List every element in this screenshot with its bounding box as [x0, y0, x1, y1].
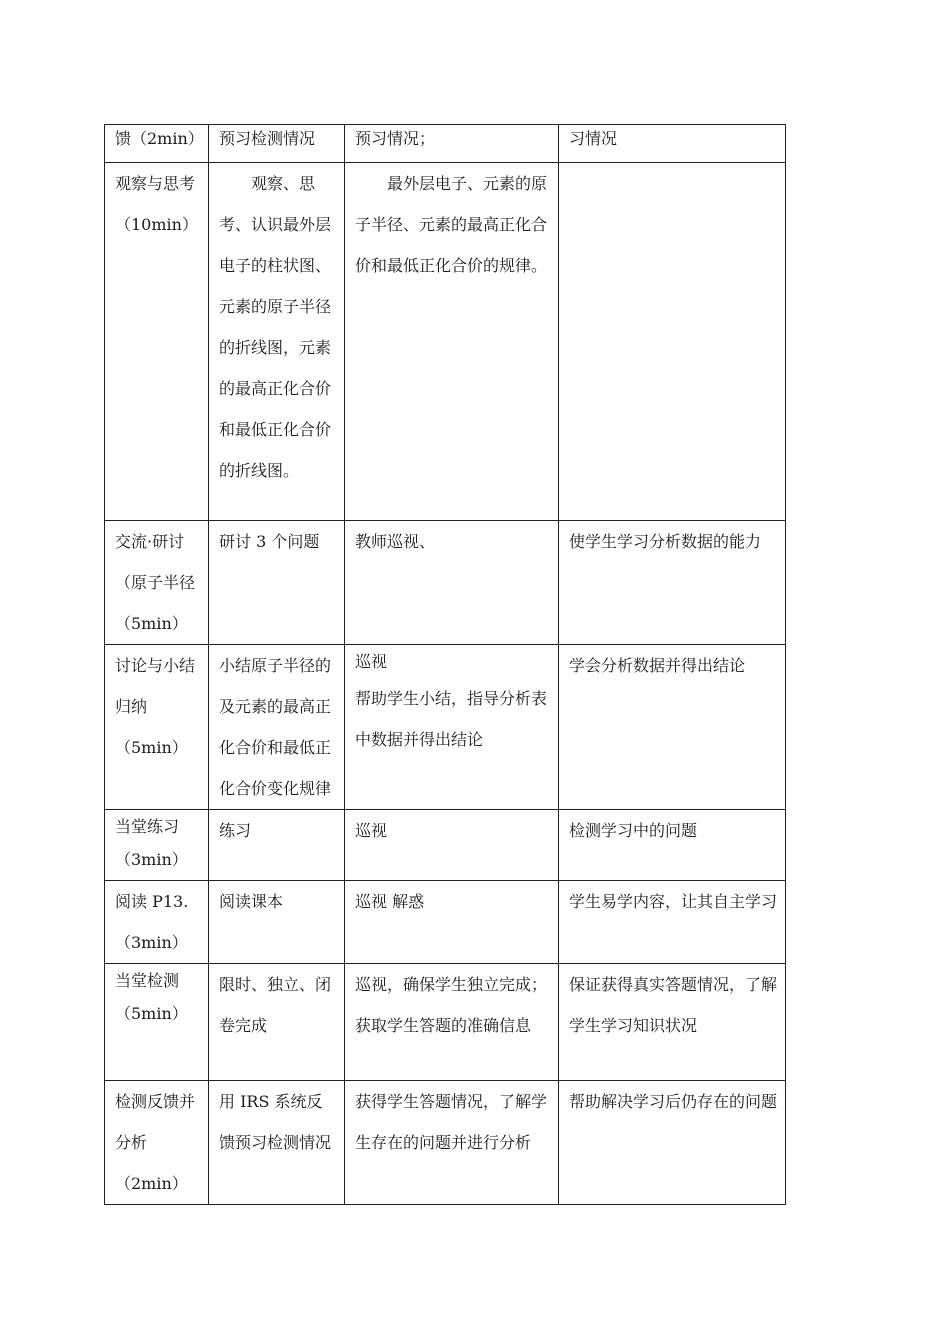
- table-row: [105, 163, 786, 521]
- table-row: [105, 1081, 786, 1205]
- table-row: [105, 645, 786, 810]
- design-intent-cell: 学生易学内容，让其自主学习: [559, 881, 786, 964]
- stage-cell: 阅读 P13. （3min）: [105, 881, 209, 964]
- stage-cell: 观察与思考 （10min）: [105, 163, 209, 521]
- student-activity-cell: 用 IRS 系统反馈预习检测情况: [209, 1081, 345, 1205]
- stage-cell: 馈（2min）: [105, 125, 209, 163]
- student-activity-cell: 限时、独立、闭卷完成: [209, 964, 345, 1081]
- stage-cell: 当堂检测 （5min）: [105, 964, 209, 1081]
- student-activity-cell: 小结原子半径的及元素的最高正化合价和最低正化合价变化规律: [209, 645, 345, 810]
- design-intent-cell: 学会分析数据并得出结论: [559, 645, 786, 810]
- teacher-activity-cell: 巡视 解惑: [345, 881, 559, 964]
- table-row: [105, 810, 786, 881]
- design-intent-cell: 保证获得真实答题情况，了解学生学习知识状况: [559, 964, 786, 1081]
- teacher-activity-cell: 获得学生答题情况，了解学生存在的问题并进行分析: [345, 1081, 559, 1205]
- teacher-activity-cell: 最外层电子、元素的原子半径、元素的最高正化合价和最低正化合价的规律。: [345, 163, 559, 521]
- design-intent-cell: 检测学习中的问题: [559, 810, 786, 881]
- teacher-activity-cell: [345, 645, 559, 810]
- teacher-activity-line: 帮助学生小结，指导分析表中数据并得出结论: [355, 689, 548, 749]
- stage-cell: 当堂练习 （3min）: [105, 810, 209, 881]
- teacher-activity-cell: 巡视，确保学生独立完成；获取学生答题的准确信息: [345, 964, 559, 1081]
- student-activity-cell: 研讨 3 个问题: [209, 521, 345, 645]
- table-row: [105, 964, 786, 1081]
- table-row: [105, 125, 786, 163]
- teacher-activity-cell: 巡视: [345, 810, 559, 881]
- teacher-activity-cell: 教师巡视、: [345, 521, 559, 645]
- stage-cell: 检测反馈并分析 （2min）: [105, 1081, 209, 1205]
- stage-cell: 交流·研讨 （原子半径 （5min）: [105, 521, 209, 645]
- student-activity-cell: 预习检测情况: [209, 125, 345, 163]
- table-row: [105, 881, 786, 964]
- student-activity-cell: 阅读课本: [209, 881, 345, 964]
- teacher-activity-cell: 预习情况；: [345, 125, 559, 163]
- design-intent-cell: 帮助解决学习后仍存在的问题: [559, 1081, 786, 1205]
- design-intent-cell: 使学生学习分析数据的能力: [559, 521, 786, 645]
- teacher-activity-line: 巡视: [355, 652, 388, 671]
- design-intent-cell: 习情况: [559, 125, 786, 163]
- lesson-plan-table: [104, 124, 786, 1205]
- stage-cell: 讨论与小结归纳 （5min）: [105, 645, 209, 810]
- student-activity-cell: 观察、思考、认识最外层电子的柱状图、元素的原子半径的折线图，元素的最高正化合价和最低正化合价的折线图。: [209, 163, 345, 521]
- table-row: [105, 521, 786, 645]
- design-intent-cell: [559, 163, 786, 521]
- student-activity-cell: 练习: [209, 810, 345, 881]
